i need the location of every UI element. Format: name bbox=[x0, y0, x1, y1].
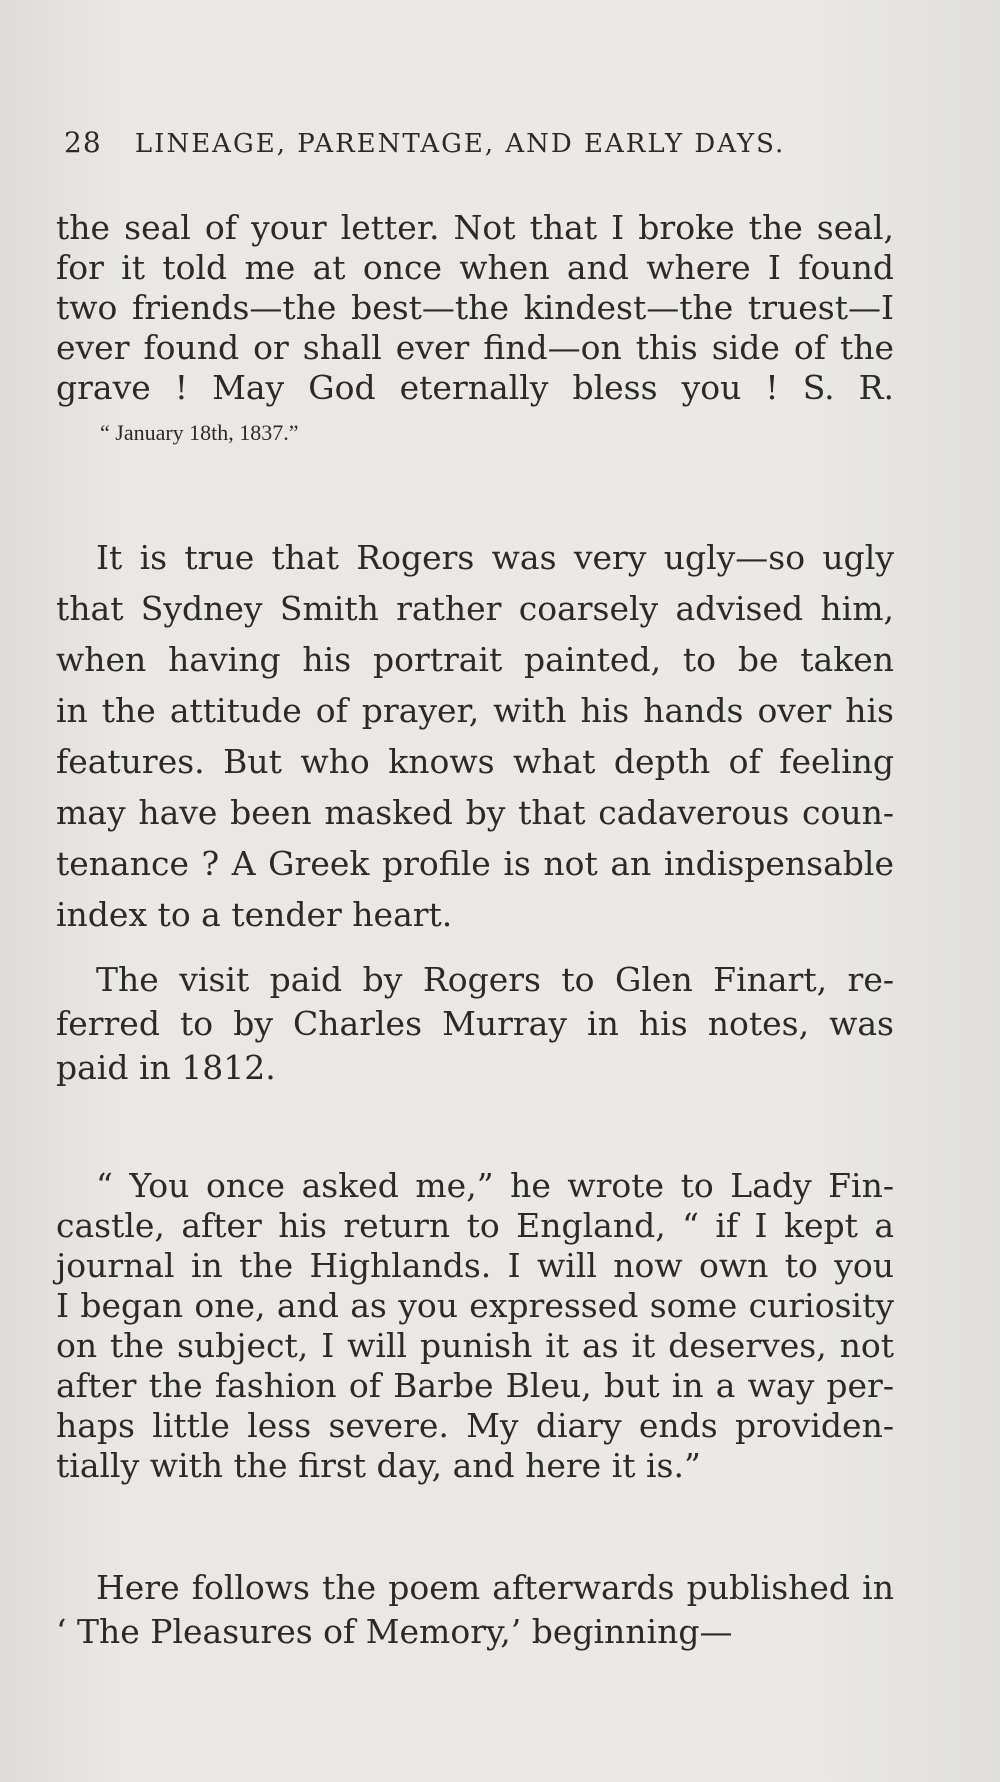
text-line: after the fashion of Barbe Bleu, but in a way per- bbox=[56, 1366, 894, 1405]
text-line: two friends—the best—the kindest—the truest—I bbox=[56, 288, 894, 327]
text-line: It is true that Rogers was very ugly—so ugly bbox=[96, 538, 894, 577]
text-line: features. But who knows what depth of feeling bbox=[56, 742, 894, 781]
text-line: ferred to by Charles Murray in his notes, was bbox=[56, 1004, 894, 1043]
text-line: ever found or shall ever find—on this side of the bbox=[56, 328, 894, 367]
paragraph-poem-intro bbox=[56, 1566, 894, 1654]
text-line: that Sydney Smith rather coarsely advised him, bbox=[56, 589, 894, 628]
text-line: may have been masked by that cadaverous coun- bbox=[56, 793, 894, 832]
text-line: journal in the Highlands. I will now own to you bbox=[56, 1246, 894, 1285]
page-number: 28 bbox=[64, 126, 102, 159]
paragraph-rogers-ugly bbox=[56, 532, 894, 940]
text-line: index to a tender heart. bbox=[56, 895, 453, 934]
quoted-letter-paragraph bbox=[56, 1166, 894, 1486]
text-line: I began one, and as you expressed some curiosity bbox=[56, 1286, 894, 1325]
text-line: “ You once asked me,” he wrote to Lady Fin- bbox=[96, 1166, 894, 1205]
running-title: LINEAGE, PARENTAGE, AND EARLY DAYS. bbox=[134, 129, 786, 159]
text-line: ‘ The Pleasures of Memory,’ beginning— bbox=[56, 1612, 733, 1651]
text-line: in the attitude of prayer, with his hands over his bbox=[56, 691, 894, 730]
text-line: the seal of your letter. Not that I broke the seal, bbox=[56, 208, 894, 247]
letter-dateline: “ January 18th, 1837.” bbox=[100, 420, 299, 445]
text-line: tially with the first day, and here it is.” bbox=[56, 1446, 701, 1485]
text-line: grave ! May God eternally bless you ! S. R. bbox=[56, 368, 894, 407]
text-line: haps little less severe. My diary ends providen- bbox=[56, 1406, 894, 1445]
text-line: for it told me at once when and where I found bbox=[56, 248, 894, 287]
text-line: on the subject, I will punish it as it deserves, not bbox=[56, 1326, 894, 1365]
text-line: The visit paid by Rogers to Glen Finart, re- bbox=[96, 960, 894, 999]
paragraph-glen-finart-visit bbox=[56, 958, 894, 1090]
text-line: when having his portrait painted, to be taken bbox=[56, 640, 894, 679]
text-line: Here follows the poem afterwards published in bbox=[96, 1568, 894, 1607]
text-line: paid in 1812. bbox=[56, 1048, 276, 1087]
text-line: tenance ? A Greek profile is not an indispensable bbox=[56, 844, 894, 883]
running-header bbox=[64, 126, 834, 159]
letter-closing-paragraph bbox=[56, 208, 894, 408]
text-line: castle, after his return to England, “ if I kept a bbox=[56, 1206, 894, 1245]
